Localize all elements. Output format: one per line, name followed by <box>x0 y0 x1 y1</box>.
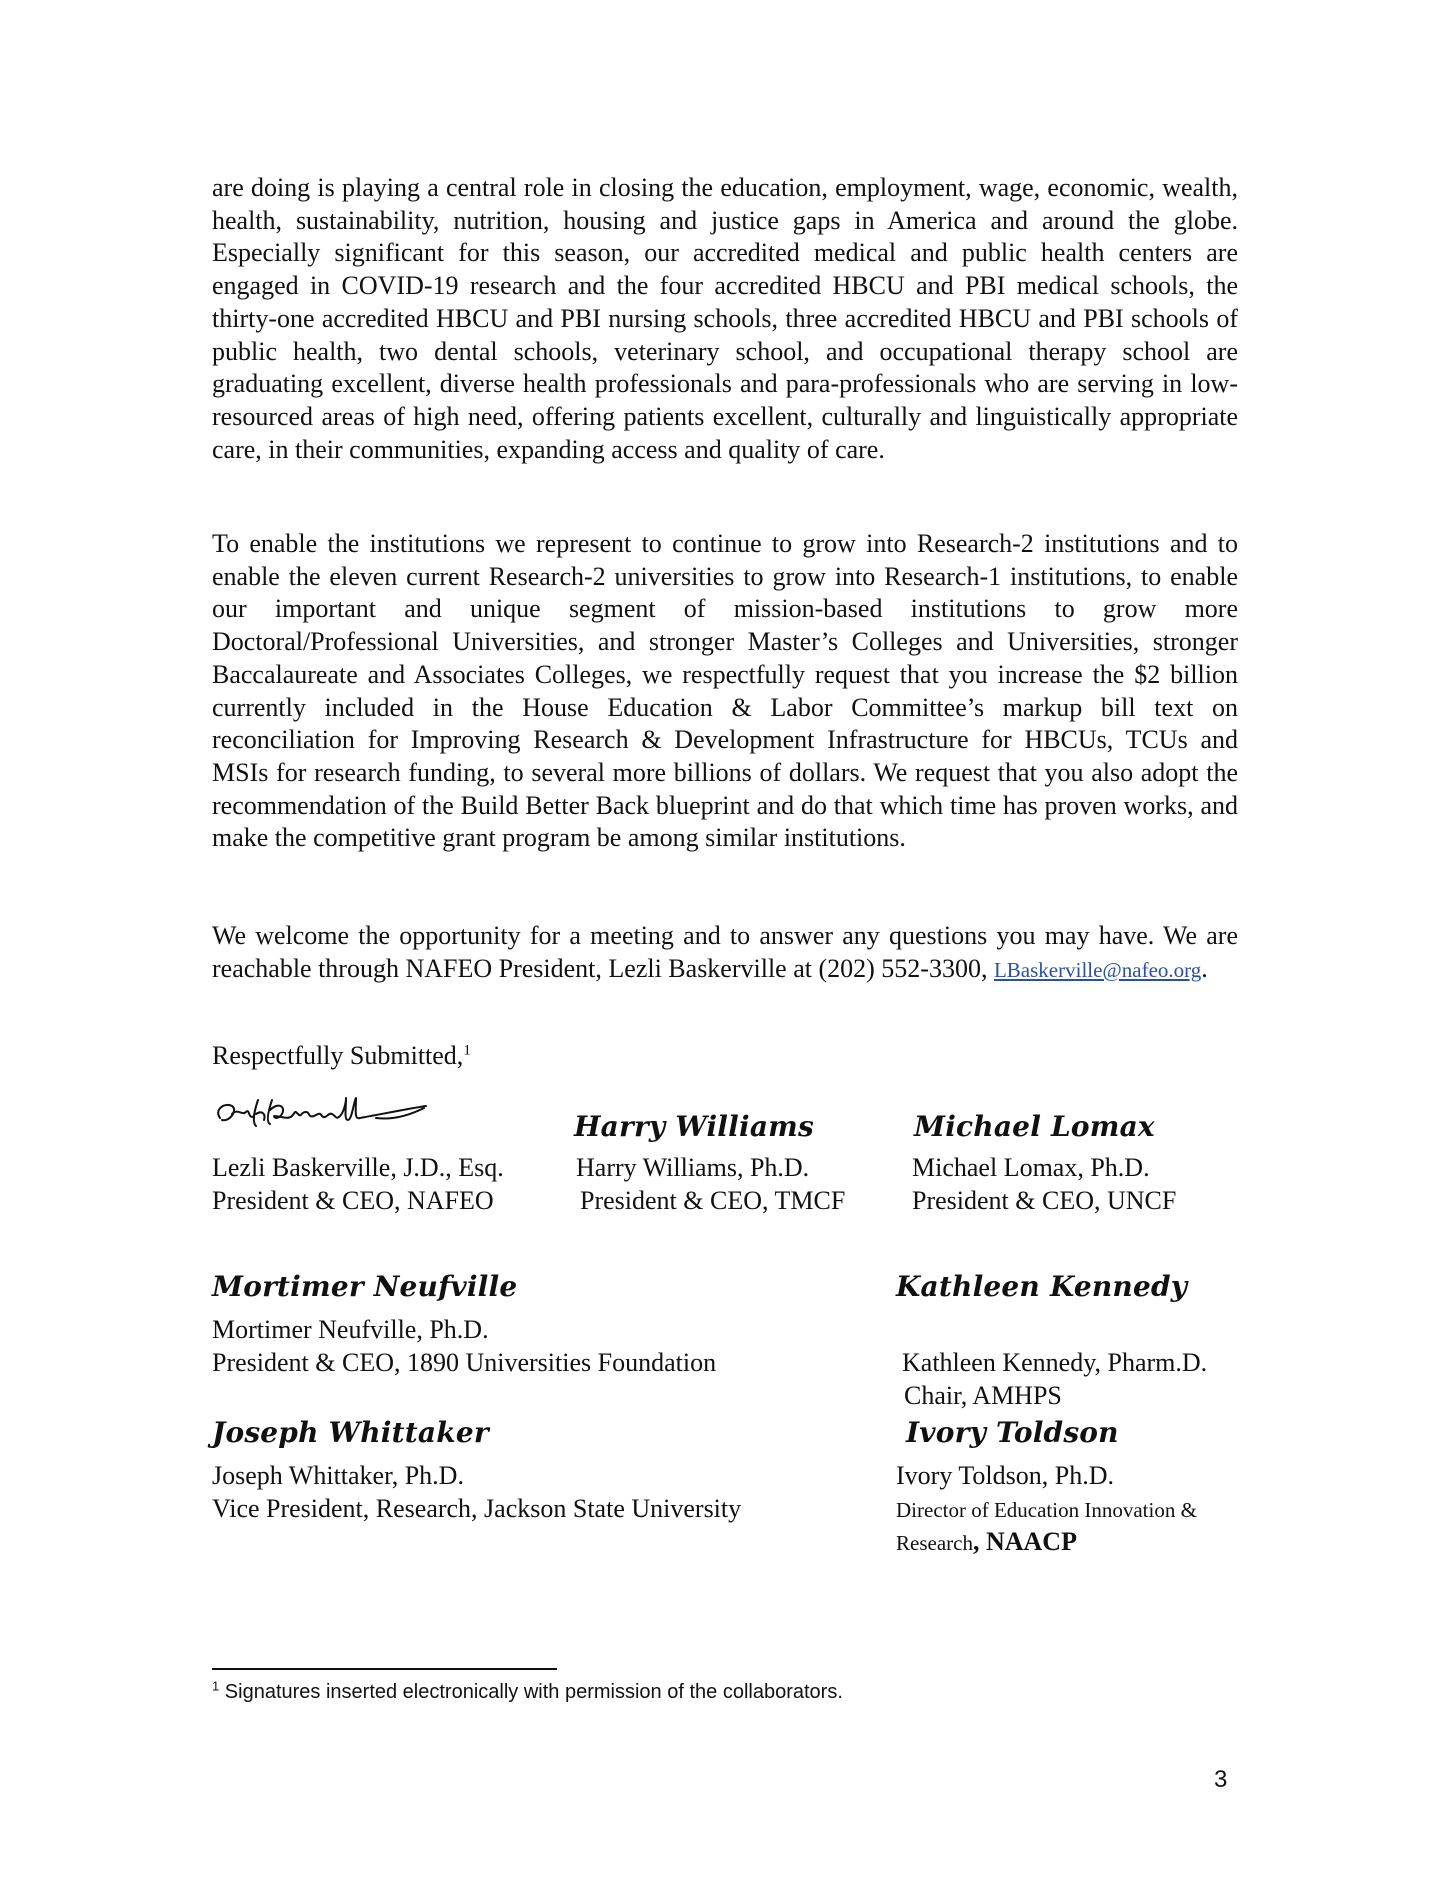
williams-signature: Harry Williams <box>574 1110 814 1143</box>
kennedy-title: Chair, AMHPS <box>904 1381 1062 1410</box>
body-paragraph-3: We welcome the opportunity for a meeting and to answer any questions you may have. We are reachable through NAFEO President, Lezli Baskerville at (202) 552-3300, LBaskerville@nafeo.org. <box>212 921 1238 983</box>
baskerville-signature <box>212 1092 432 1136</box>
toldson-title-line-2: Research, NAACP <box>896 1527 1077 1556</box>
baskerville-name: Lezli Baskerville, J.D., Esq. <box>212 1153 504 1182</box>
whittaker-signature: Joseph Whittaker <box>212 1416 489 1449</box>
contact-text: We welcome the opportunity for a meeting and to answer any questions you may have. We are reachable through NAFEO President, Lezli Baskerville at (202) 552-3300, <box>212 921 1238 983</box>
baskerville-title: President & CEO, NAFEO <box>212 1186 494 1215</box>
lomax-title: President & CEO, UNCF <box>912 1186 1177 1215</box>
toldson-title-line-1: Director of Education Innovation & <box>896 1498 1197 1522</box>
closing-line: Respectfully Submitted,$^1$ <box>212 1041 471 1070</box>
williams-title: President & CEO, TMCF <box>580 1186 846 1215</box>
kennedy-signature: Kathleen Kennedy <box>896 1270 1188 1303</box>
lomax-name: Michael Lomax, Ph.D. <box>912 1153 1150 1182</box>
page-number: 3 <box>1214 1766 1228 1793</box>
lomax-signature: Michael Lomax <box>914 1110 1155 1143</box>
footnote-reference[interactable]: 1 <box>463 1042 471 1059</box>
body-paragraph-2: To enable the institutions we represent to continue to grow into Research-2 institutions and to enable the eleven current Research-2 universities to grow into Research-1 institutions, to enable our important and unique segment of mission-based institutions to grow more Doctoral/Professional Universities, and stronger Master’s Colleges and Universities, stronger Baccalaureate and Associates Colleges, we respectfully request that you increase the $2 billion currently included in the House Education & Labor Committee’s markup bill text on reconciliation for Improving Research & Development Infrastructure for HBCUs, TCUs and MSIs for research funding, to several more billions of dollars. We request that you also adopt the recommendation of the Build Better Back blueprint and do that which time has proven works, and make the competitive grant program be among similar institutions. <box>212 529 1238 853</box>
body-paragraph-1: are doing is playing a central role in closing the education, employment, wage, economic, wealth, health, sustainability, nutrition, housing and justice gaps in America and around the globe. Especially significant for this season, our accredited medical and public health centers are engaged in COVID-19 research and the four accredited HBCU and PBI medical schools, the thirty-one accredited HBCU and PBI nursing schools, three accredited HBCU and PBI schools of public health, two dental schools, veterinary school, and occupational therapy school are graduating excellent, diverse health professionals and para-professionals who are serving in low-resourced areas of high need, offering patients excellent, culturally and linguistically appropriate care, in their communities, expanding access and quality of care. <box>212 173 1238 464</box>
neufville-name: Mortimer Neufville, Ph.D. <box>212 1315 489 1344</box>
neufville-signature: Mortimer Neufville <box>212 1270 518 1303</box>
neufville-title: President & CEO, 1890 Universities Foundation <box>212 1348 717 1377</box>
naacp-label: , NAACP <box>972 1527 1077 1556</box>
whittaker-title: Vice President, Research, Jackson State University <box>212 1494 742 1523</box>
kennedy-name: Kathleen Kennedy, Pharm.D. <box>902 1348 1208 1377</box>
email-link[interactable]: LBaskerville@nafeo.org <box>993 957 1202 982</box>
toldson-name: Ivory Toldson, Ph.D. <box>896 1461 1114 1490</box>
toldson-signature: Ivory Toldson <box>906 1416 1119 1449</box>
footnote: $^1$ Signatures inserted electronically with permission of the collaborators. <box>212 1678 843 1703</box>
footnote-divider <box>212 1668 557 1670</box>
whittaker-name: Joseph Whittaker, Ph.D. <box>212 1461 464 1490</box>
williams-name: Harry Williams, Ph.D. <box>576 1153 810 1182</box>
